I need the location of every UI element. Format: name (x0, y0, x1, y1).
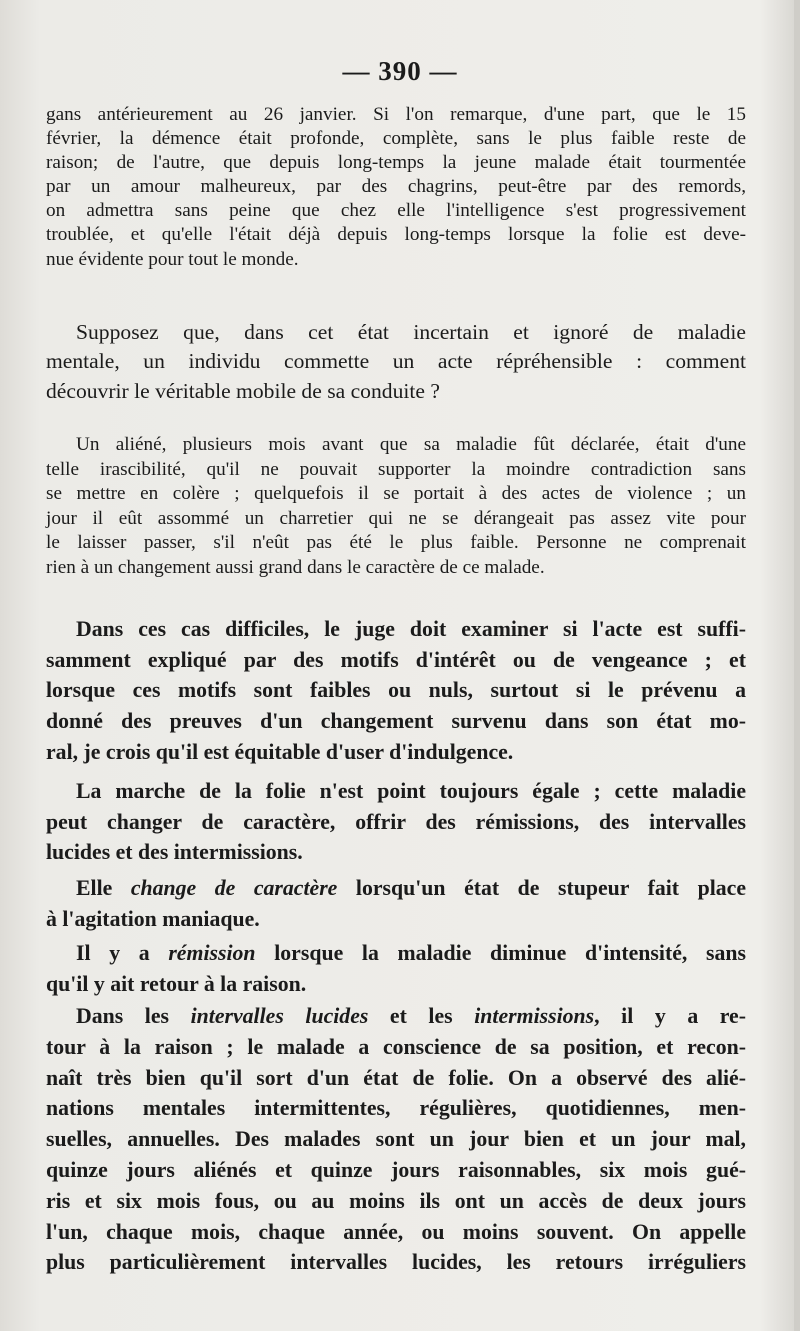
text-line (46, 873, 746, 904)
text-line: lucides et des intermissions. (46, 840, 303, 864)
text-line (46, 938, 746, 969)
text-line: ral, je crois qu'il est équitable d'user d'indulgence. (46, 739, 514, 764)
text-line: La marche de la folie n'est point toujours égale ; cette maladie (76, 779, 746, 803)
text-segment: lorsqu'un état de stupeur fait place (337, 876, 746, 900)
defined-term: intermissions (474, 1004, 595, 1028)
text-line: ris et six mois fous, ou au moins ils ont un accès de deux jours (46, 1188, 746, 1213)
text-line: mentale, un individu commette un acte répréhensible : comment (46, 349, 746, 374)
text-line: naît très bien qu'il sort d'un état de folie. On a observé des alié- (46, 1065, 746, 1090)
text-line: rien à un changement aussi grand dans le caractère de ce malade. (46, 556, 545, 578)
text-line: donné des preuves d'un changement survenu dans son état mo- (46, 709, 746, 734)
text-line: samment expliqué par des motifs d'intérêt ou de vengeance ; et (46, 647, 746, 672)
text-line: Supposez que, dans cet état incertain et ignoré de maladie (76, 320, 746, 344)
text-segment: Dans les (76, 1004, 191, 1028)
text-line: le laisser passer, s'il n'eût pas été le plus faible. Personne ne comprenait (46, 532, 746, 553)
page-edge (794, 0, 800, 1331)
page-number: — 390 — (342, 56, 458, 86)
text-line: on admettra sans peine que chez elle l'intelligence s'est progressivement (46, 200, 746, 222)
text-line: qu'il y ait retour à la raison. (46, 971, 307, 996)
text-line: l'un, chaque mois, chaque année, ou moins souvent. On appelle (46, 1219, 746, 1244)
text-line: par un amour malheureux, par des chagrins, peut-être par des remords, (46, 176, 746, 198)
defined-term: change de caractère (130, 876, 338, 900)
paragraph-8 (46, 1001, 746, 1278)
text-segment: , il y a re- (594, 1004, 746, 1028)
text-line: se mettre en colère ; quelquefois il se portait à des actes de violence ; un (46, 483, 746, 504)
text-segment: Elle (76, 876, 131, 900)
text-segment: lorsque la maladie diminue d'intensité, sans (255, 941, 746, 965)
text-line: suelles, annuelles. Des malades sont un jour bien et un jour mal, (46, 1127, 746, 1152)
text-line (46, 1001, 746, 1032)
paragraph-2 (46, 318, 746, 406)
text-line: Un aliéné, plusieurs mois avant que sa maladie fût déclarée, était d'une (76, 434, 746, 455)
text-line: nations mentales intermittentes, régulières, quotidiennes, men- (46, 1096, 746, 1121)
text-line: découvrir le véritable mobile de sa conduite ? (46, 378, 440, 403)
paragraph-5 (46, 776, 746, 868)
text-line: lorsque ces motifs sont faibles ou nuls, surtout si le prévenu a (46, 678, 746, 703)
text-line: à l'agitation maniaque. (46, 906, 260, 931)
paragraph-1 (46, 103, 746, 272)
text-line: plus particulièrement intervalles lucides, les retours irréguliers (46, 1250, 746, 1275)
text-line: telle irascibilité, qu'il ne pouvait supporter la moindre contradiction sans (46, 458, 746, 480)
text-line: jour il eût assommé un charretier qui ne se dérangeait pas assez vite pour (46, 507, 746, 529)
text-line: Dans ces cas difficiles, le juge doit examiner si l'acte est suffi- (76, 617, 746, 641)
paragraph-4 (46, 614, 746, 768)
text-line: gans antérieurement au 26 janvier. Si l'on remarque, d'une part, que le 15 (46, 104, 746, 125)
text-line: raison; de l'autre, que depuis long-temps la jeune malade était tourmentée (46, 152, 746, 174)
paragraph-3 (46, 433, 746, 580)
paragraph-6 (46, 873, 746, 934)
paragraph-7 (46, 938, 746, 999)
defined-term: rémission (168, 941, 256, 965)
defined-term: intervalles lucides (190, 1004, 369, 1028)
text-line: peut changer de caractère, offrir des rémissions, des intervalles (46, 809, 746, 834)
text-segment: et les (368, 1004, 475, 1028)
text-line: nue évidente pour tout le monde. (46, 248, 299, 270)
text-line: février, la démence était profonde, complète, sans le plus faible reste de (46, 128, 746, 150)
text-segment: Il y a (76, 941, 169, 965)
text-line: tour à la raison ; le malade a conscience de sa position, et recon- (46, 1034, 746, 1059)
text-line: quinze jours aliénés et quinze jours raisonnables, six mois gué- (46, 1157, 746, 1182)
text-line: troublée, et qu'elle l'était déjà depuis long-temps lorsque la folie est deve- (46, 224, 746, 246)
